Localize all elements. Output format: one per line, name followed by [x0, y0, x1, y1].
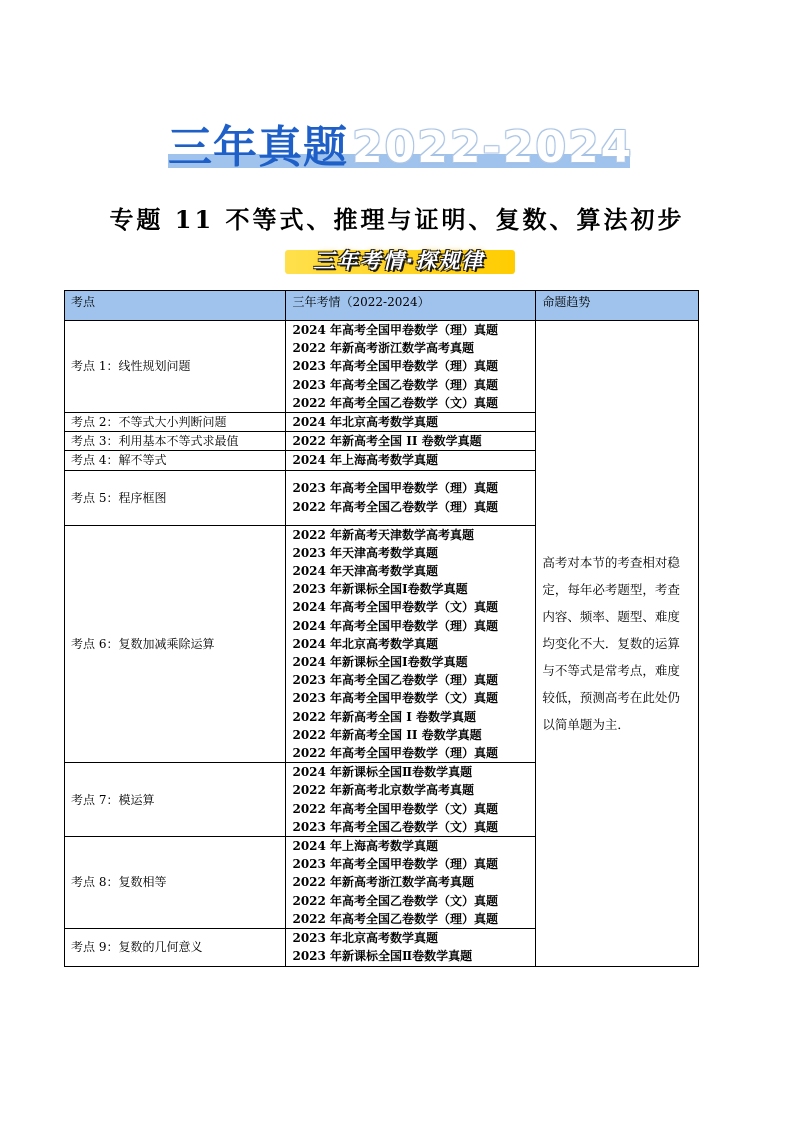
exam-item: 2023 年新课标全国Ⅱ卷数学真题 [292, 949, 473, 964]
table-row [65, 321, 699, 413]
topic-cell: 考点 7：模运算 [65, 763, 286, 837]
exam-item: 2024 年高考全国甲卷数学（理）真题 [292, 618, 499, 633]
banner-title-cn: 三年真题 [168, 122, 348, 173]
exam-item: 2024 年高考全国甲卷数学（理）真题 [292, 323, 499, 337]
exam-item: 2022 年新高考天津数学高考真题 [292, 527, 475, 542]
exam-item: 2023 年高考全国乙卷数学（理）真题 [292, 377, 499, 392]
exam-item: 2024 年北京高考数学真题 [292, 415, 439, 430]
exam-item: 2023 年高考全国甲卷数学（理）真题 [292, 857, 499, 872]
exam-item: 2022 年新高考北京数学高考真题 [292, 783, 475, 798]
topic-cell: 考点 5：程序框图 [65, 470, 286, 525]
topic-cell: 考点 1：线性规划问题 [65, 321, 286, 413]
exam-item: 2023 年高考全国甲卷数学（理）真题 [292, 359, 499, 374]
exam-item: 2022 年高考全国甲卷数学（文）真题 [292, 801, 499, 816]
banner [168, 122, 638, 180]
exam-item: 2022 年高考全国乙卷数学（文）真题 [292, 893, 499, 908]
exam-item: 2024 年上海高考数学真题 [292, 453, 439, 468]
exam-item: 2022 年高考全国乙卷数学（理）真题 [292, 499, 499, 514]
exam-item: 2023 年北京高考数学真题 [292, 931, 439, 946]
exams-cell [286, 321, 536, 413]
exam-item: 2024 年上海高考数学真题 [292, 839, 439, 854]
exams-cell [286, 525, 536, 763]
exam-item: 2023 年高考全国甲卷数学（文）真题 [292, 691, 499, 706]
exams-cell [286, 451, 536, 470]
exam-item: 2022 年新高考浙江数学高考真题 [292, 875, 475, 890]
page-subtitle: 专题 11 不等式、推理与证明、复数、算法初步 [109, 205, 685, 234]
exam-item: 2024 年北京高考数学真题 [292, 636, 439, 651]
exam-item: 2022 年高考全国甲卷数学（理）真题 [292, 746, 499, 761]
exam-table [64, 290, 699, 967]
exam-item: 2022 年高考全国乙卷数学（文）真题 [292, 395, 499, 410]
exams-cell [286, 929, 536, 966]
header-trend: 命题趋势 [536, 291, 699, 321]
exam-item: 2024 年新课标全国Ⅱ卷数学真题 [292, 765, 473, 780]
exam-item: 2022 年新高考全国 I 卷数学真题 [292, 709, 477, 724]
exams-cell [286, 763, 536, 837]
topic-cell: 考点 3：利用基本不等式求最值 [65, 432, 286, 451]
table-header-row [65, 291, 699, 321]
exam-item: 2023 年天津高考数学真题 [292, 545, 439, 560]
header-topic: 考点 [65, 291, 286, 321]
exams-cell [286, 470, 536, 525]
exam-item: 2024 年新课标全国Ⅰ卷数学真题 [292, 655, 468, 670]
topic-cell: 考点 2：不等式大小判断问题 [65, 413, 286, 432]
exam-item: 2024 年天津高考数学真题 [292, 564, 439, 579]
banner-title-years: 2022-2024 [352, 122, 634, 173]
topic-cell: 考点 9：复数的几何意义 [65, 929, 286, 966]
exam-item: 2023 年高考全国乙卷数学（理）真题 [292, 673, 499, 688]
exam-item: 2023 年新课标全国Ⅰ卷数学真题 [292, 582, 468, 597]
exams-cell [286, 432, 536, 451]
topic-cell: 考点 4：解不等式 [65, 451, 286, 470]
exams-cell [286, 413, 536, 432]
exams-cell [286, 837, 536, 929]
topic-cell: 考点 6：复数加减乘除运算 [65, 525, 286, 763]
exam-item: 2023 年高考全国乙卷数学（文）真题 [292, 819, 499, 834]
exam-item: 2022 年新高考全国 II 卷数学真题 [292, 727, 482, 742]
exam-item: 2022 年新高考全国 II 卷数学真题 [292, 434, 482, 449]
topic-cell: 考点 8：复数相等 [65, 837, 286, 929]
header-exams: 三年考情（2022-2024） [286, 291, 536, 321]
exam-item: 2022 年高考全国乙卷数学（理）真题 [292, 911, 499, 926]
tagline: 三年考情·探规律 [313, 249, 485, 273]
exam-item: 2024 年高考全国甲卷数学（文）真题 [292, 600, 499, 615]
trend-cell: 高考对本节的考查相对稳定，每年必考题型，考查内容、频率、题型、难度均变化不大．复数的运算与不等式是常考点，难度较低，预测高考在此处仍以简单题为主． [536, 321, 699, 967]
exam-item: 2023 年高考全国甲卷数学（理）真题 [292, 481, 499, 496]
table-body [65, 321, 699, 967]
exam-item: 2022 年新高考浙江数学高考真题 [292, 341, 475, 356]
